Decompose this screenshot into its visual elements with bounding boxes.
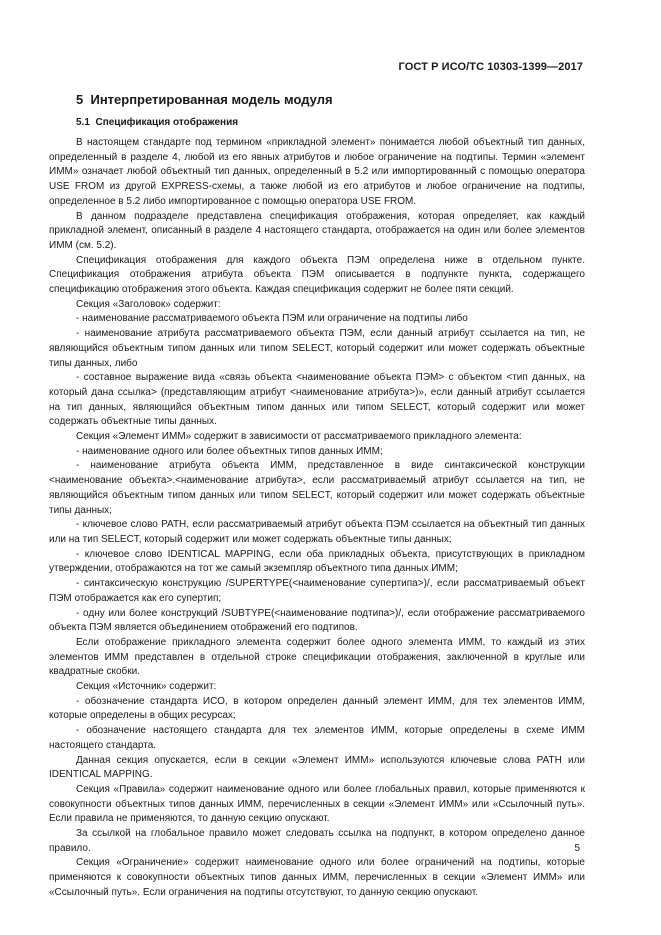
paragraph: Если отображение прикладного элемента содержит более одного элемента ИММ, то каждый из этих элементов ИММ представлен в отдельной строке спецификации отображения, заключенной в круглые или квадратные скобки. <box>49 636 585 678</box>
subsection-number: 5.1 <box>76 117 90 128</box>
section-number: 5 <box>76 92 84 107</box>
paragraph: Секция «Ограничение» содержит наименование одного или более ограничений на подтипы, которые применяются к совокупности объектных типов данных ИММ, перечисленных в секции «Элемент ИММ» или «Ссылочный путь». Если ограничения на подтипы отсутствуют, то данную секцию опускают. <box>49 857 585 898</box>
paragraph: Секция «Заголовок» содержит: <box>76 298 221 310</box>
paragraph: Секция «Правила» содержит наименование одного или более глобальных правил, которые применяются к совокупности объектных типов данных ИММ, перечисленных в секции «Элемент ИММ» или «Ссылочный путь». Если правила не применяются, то данную секцию опускают. <box>49 783 585 825</box>
paragraph: Секция «Источник» содержит: <box>76 681 217 693</box>
page-number: 5 <box>574 843 580 854</box>
paragraph: Секция «Элемент ИММ» содержит в зависимости от рассматриваемого прикладного элемента: <box>76 431 522 443</box>
list-item: - обозначение настоящего стандарта для тех элементов ИММ, которые определены в схеме ИММ настоящего стандарта. <box>49 725 585 751</box>
list-item: - наименование атрибута объекта ИММ, представленное в виде синтаксической конструкции <наименование объекта>.<наименование атрибута>, если рассматриваемый атрибут ссылается на тип, не являющийся объектным типом данных или типом SELECT, который содержит или может содержать объектные типы данных; <box>49 460 585 516</box>
subsection-heading <box>76 117 238 128</box>
paragraph: В настоящем стандарте под термином «прикладной элемент» понимается любой объектный тип данных, определенный в разделе 4, любой из его явных атрибутов и любое ограничение на подтипы. Термин «элемент ИММ» означает любой объектный тип данных, определенный в 5.2 или импортированный с помощью оператора USE FROM из другой EXPRESS-схемы, а также любой из его атрибутов и любое ограничение на подтипы, определенное в 5.2 либо импортированное с помощью оператора USE FROM. <box>49 137 585 207</box>
subsection-title: Спецификация отображения <box>95 117 239 128</box>
list-item: - составное выражение вида «связь объекта <наименование объекта ПЭМ> с объектом <тип данных, на который дана ссылка> (представляющим атрибут <наименование атрибута>)», если данный атрибут ссылается на тип данных, являющийся объектным типом данных или типом SELECT, который содержит или может содержать объектные типы данных. <box>49 372 585 428</box>
list-item: - наименование рассматриваемого объекта ПЭМ или ограничение на подтипы либо <box>76 313 468 325</box>
list-item: - синтаксическую конструкцию /SUPERTYPE(<наименование супертипа>)/, если рассматриваемый объект ПЭМ отображается как его супертип; <box>49 578 585 604</box>
paragraph: Данная секция опускается, если в секции «Элемент ИММ» используются ключевые слова PATH или IDENTICAL MAPPING. <box>49 754 585 781</box>
section-heading <box>76 92 333 107</box>
paragraph: За ссылкой на глобальное правило может следовать ссылка на подпункт, в котором определено данное правило. <box>49 828 585 854</box>
body-text <box>49 136 585 901</box>
paragraph: Спецификация отображения для каждого объекта ПЭМ определена ниже в отдельном пункте. Спецификация отображения атрибута объекта ПЭМ описывается в подпункте пункта, содержащего спецификацию отображения этого объекта. Каждая спецификация содержит не более пяти секций. <box>49 254 585 296</box>
list-item: - одну или более конструкций /SUBTYPE(<наименование подтипа>)/, если отображение рассматриваемого объекта ПЭМ является объединением отображений его подтипов. <box>49 607 585 634</box>
list-item: - ключевое слово PATH, если рассматриваемый атрибут объекта ПЭМ ссылается на объектный тип данных или на тип SELECT, который содержит или может содержать объектные типы данных; <box>49 519 585 545</box>
list-item: - обозначение стандарта ИСО, в котором определен данный элемент ИММ, для тех элементов ИММ, которые определены в общих ресурсах; <box>49 695 585 722</box>
paragraph: В данном подразделе представлена спецификация отображения, которая определяет, как каждый прикладной элемент, описанный в разделе 4 настоящего стандарта, отображается на один или более элементов ИММ (см. 5.2). <box>49 210 585 251</box>
list-item: - наименование одного или более объектных типов данных ИММ; <box>76 445 383 457</box>
section-title: Интерпретированная модель модуля <box>90 92 333 107</box>
list-item: - ключевое слово IDENTICAL MAPPING, если оба прикладных объекта, присутствующих в прикладном утверждении, отображаются на тот же самый экземпляр объектного типа данных ИММ; <box>49 548 585 575</box>
standard-designation: ГОСТ Р ИСО/ТС 10303-1399—2017 <box>398 61 583 73</box>
list-item: - наименование атрибута рассматриваемого объекта ПЭМ, если данный атрибут ссылается на тип, не являющийся объектным типом данных или типом SELECT, который содержит или может содержать объектные типы данных, либо <box>49 328 585 369</box>
